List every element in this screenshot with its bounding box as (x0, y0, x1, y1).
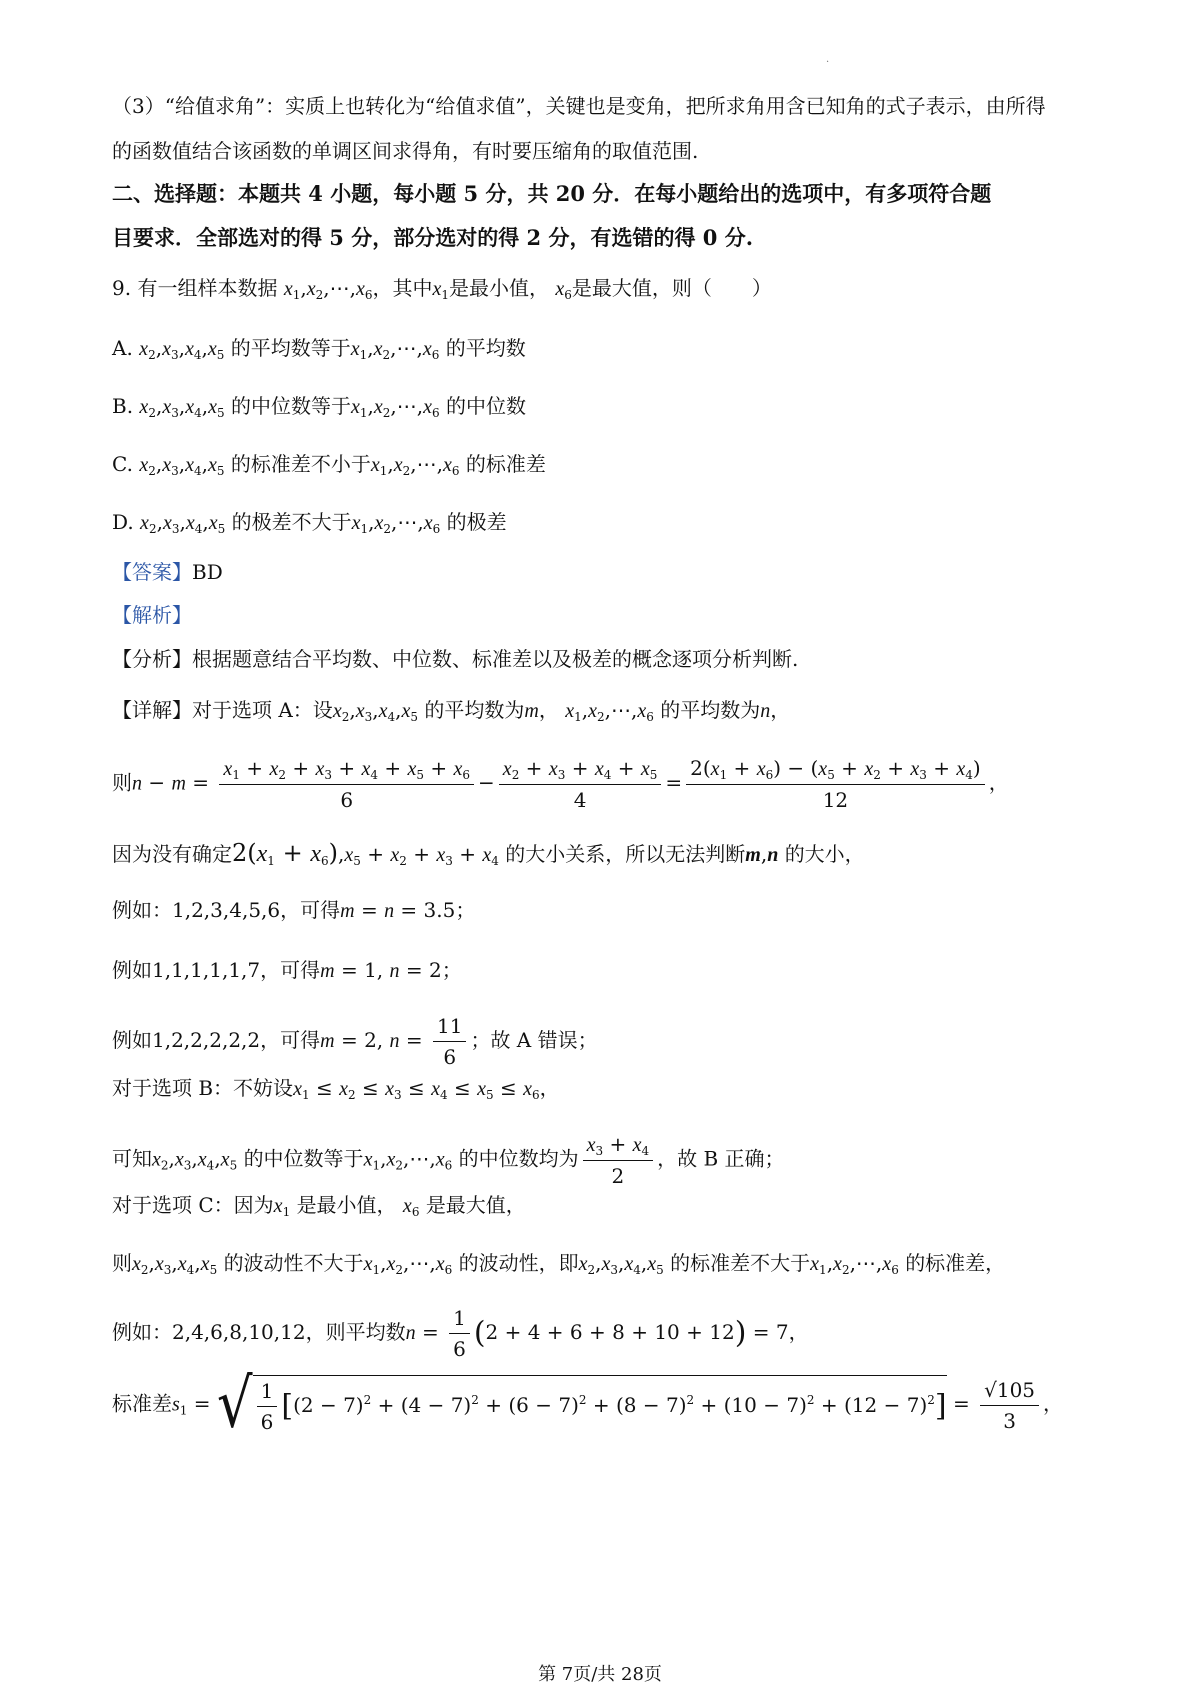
std-end: ， (1043, 1391, 1064, 1416)
fraction-one-sixth: $\frac{1}{6}$ (449, 1305, 470, 1362)
fraction-eleven-sixths: $\frac{11}{6}$ (433, 1013, 466, 1070)
optc-t3: 是最大值， (425, 1193, 526, 1217)
ex2-mid: ，可得 (260, 958, 321, 982)
fraction-one-sixth-std: $\frac{1}{6}$ (257, 1378, 278, 1435)
equation-n-minus-m: 则n − m = $\frac{x_1 + x_2 + x_3 + x_4 + x_5 + x_6}{6}$ − $\frac{x_2 + x_3 + x_4 + x_5}{4}$ = $\frac{2(x_1 + x_6) - (x_5 + x_2 + x_3 + x_4)}{12}$ ， (112, 756, 1009, 812)
section-heading-2: 目要求．全部选对的得 5 分，部分选对的得 2 分，有选错的得 0 分. (112, 225, 754, 250)
ex2-prefix: 例如 (112, 958, 152, 982)
option-a-mid: 的平均数等于 (230, 336, 351, 360)
question-9: 9. 有一组样本数据 $x_1,x_2,\cdots,x_6$，其中$x_1$是最小值， $x_6$是最大值，则（ ） (112, 276, 772, 302)
fenxi-tag: 【分析】 (112, 647, 192, 671)
section-heading-1: 二、选择题：本题共 4 小题，每小题 5 分，共 20 分．在每小题给出的选项中，有多项符合题 (112, 181, 992, 206)
option-a-label: A. (112, 336, 133, 360)
fraction-difference: $\frac{2(x_1 + x_6) - (x_5 + x_2 + x_3 + x_4)}{12}$ (686, 755, 985, 813)
text-line-2: 的函数值结合该函数的单调区间求得角，有时要压缩角的取值范围. (112, 139, 699, 163)
question-prefix: 9. 有一组样本数据 (112, 276, 278, 300)
option-b-conclusion: 可知$x_2,x_3,x_4,x_5$ 的中位数等于$x_1,x_2,\cdots,x_6$ 的中位数均为 $\frac{x_3 + x_4}{2}$ ，故 B 正确； (112, 1132, 785, 1188)
ex4-end: ， (788, 1320, 809, 1344)
optc2-t1: 则 (112, 1251, 132, 1275)
option-c-conclusion: 则$x_2,x_3,x_4,x_5$ 的波动性不大于$x_1,x_2,\cdots,x_6$ 的波动性，即$x_2,x_3,x_4,x_5$ 的标准差不大于$x_1,x_2,\cdots,x_6$ 的标准差， (112, 1251, 1006, 1277)
question-mid3: 是最大值，则（ ） (571, 276, 772, 300)
jiexi-tag: 【解析】 (112, 603, 192, 627)
ex1-prefix: 例如： (112, 898, 172, 922)
answer-value: BD (192, 560, 223, 584)
xiangjie-t1: 对于选项 A：设 (192, 698, 333, 722)
ex4-mid: ，则平均数 (305, 1320, 406, 1344)
ex3-mid: ，可得 (260, 1028, 321, 1052)
question-mid1: ，其中 (372, 276, 433, 300)
optb2-t3: 的中位数均为 (458, 1146, 579, 1171)
fraction-median: $\frac{x_3 + x_4}{2}$ (583, 1131, 654, 1189)
option-c-analysis: 对于选项 C：因为$x_1$ 是最小值， $x_6$ 是最大值， (112, 1193, 526, 1219)
ex3-prefix: 例如 (112, 1028, 152, 1052)
fenxi-line (112, 644, 798, 674)
ex3-end: ；故 A 错误； (470, 1028, 598, 1052)
ex1-end: ； (455, 898, 476, 922)
xiangjie-line: 【详解】对于选项 A：设$x_2,x_3,x_4,x_5$ 的平均数为m， $x_1,x_2,\cdots,x_6$ 的平均数为n， (112, 698, 791, 724)
jiexi-line (112, 600, 192, 630)
option-b-label: B. (112, 394, 134, 418)
option-b-mid: 的中位数等于 (230, 394, 351, 418)
std-prefix: 标准差 (112, 1391, 172, 1416)
optb-t1: 对于选项 B：不妨设 (112, 1076, 294, 1100)
option-b-end: 的中位数 (446, 394, 527, 418)
sqrt-expression: √ $\frac{1}{6}$ $[(2 - 7)^2 + (4 - 7)^2 + (6 - 7)^2 + (8 - 7)^2 + (10 - 7)^2 + (12 - 7)^2]$ (216, 1365, 947, 1444)
text-line-1: （3）“给值求角”：实质上也转化为“给值求值”，关键也是变角，把所求角用含已知角的式子表示，由所得 (112, 94, 1046, 118)
optc2-t2: 的波动性不大于 (223, 1251, 364, 1275)
optc2-t5: 的标准差， (905, 1251, 1006, 1275)
option-a-end: 的平均数 (445, 336, 526, 360)
header-mark: . (826, 54, 830, 65)
option-d-end: 的极差 (446, 510, 507, 534)
fenxi-text: 根据题意结合平均数、中位数、标准差以及极差的概念逐项分析判断. (192, 647, 799, 671)
ex2-data: 1,1,1,1,1,7 (152, 958, 261, 982)
option-d-label: D. (112, 510, 134, 534)
fraction-mean-six: $\frac{x_1 + x_2 + x_3 + x_4 + x_5 + x_6}{6}$ (219, 755, 474, 813)
xiangjie-t3: ， (538, 698, 559, 722)
xiangjie-t2: 的平均数为 (424, 698, 525, 722)
option-c-label: C. (112, 452, 133, 476)
eq1-prefix: 则 (112, 770, 132, 795)
example-1: 例如：1,2,3,4,5,6，可得m = n = 3.5； (112, 898, 476, 922)
optb2-t1: 可知 (112, 1146, 152, 1171)
xiangjie-t5: ， (770, 698, 791, 722)
std-deviation-line: 标准差$s_1$ = √ $\frac{1}{6}$ $[(2 - 7)^2 + (4 - 7)^2 + (6 - 7)^2 + (8 - 7)^2 + (10 - 7)^2 + (12 - 7)^2]$ = $\frac{√105}{3}$ ， (112, 1365, 1064, 1444)
option-a: A. $x_2,x_3,x_4,x_5$ 的平均数等于$x_1,x_2,\cdots,x_6$ 的平均数 (112, 336, 526, 362)
option-b-analysis: 对于选项 B：不妨设$x_1 \le x_2 \le x_3 \le x_4 \le x_5 \le x_6$， (112, 1076, 560, 1102)
answer-tag: 【答案】 (112, 560, 192, 584)
answer-line (112, 557, 223, 587)
option-c-end: 的标准差 (465, 452, 546, 476)
example-2: 例如1,1,1,1,1,7，可得m = 1, n = 2； (112, 958, 462, 982)
ex3-data: 1,2,2,2,2,2 (152, 1028, 261, 1052)
fraction-mean-four: $\frac{x_2 + x_3 + x_4 + x_5}{4}$ (499, 755, 662, 813)
optb-t2: ， (539, 1076, 560, 1100)
option-d-mid: 的极差不大于 (231, 510, 352, 534)
ex1-mid: ，可得 (280, 898, 341, 922)
reason-t3: 的大小， (784, 842, 865, 866)
ex4-prefix: 例如： (112, 1320, 172, 1344)
reason-line: 因为没有确定$2(x_1 + x_6),x_5 + x_2 + x_3 + x_4$ 的大小关系，所以无法判断m,n 的大小， (112, 839, 865, 868)
option-c-mid: 的标准差不小于 (230, 452, 371, 476)
page-footer: 第 7页/共 28页 (538, 1664, 662, 1685)
example-3: 例如1,2,2,2,2,2，可得m = 2, n = $\frac{11}{6}$ ；故 A 错误； (112, 1014, 598, 1069)
optc-t2: 是最小值， (296, 1193, 397, 1217)
option-d: D. $x_2,x_3,x_4,x_5$ 的极差不大于$x_1,x_2,\cdots,x_6$ 的极差 (112, 510, 507, 536)
option-b: B. $x_2,x_3,x_4,x_5$ 的中位数等于$x_1,x_2,\cdots,x_6$ 的中位数 (112, 394, 527, 420)
optc2-t3: 的波动性，即 (458, 1251, 579, 1275)
optb2-t2: 的中位数等于 (243, 1146, 364, 1171)
xiangjie-tag: 【详解】 (112, 698, 192, 722)
question-mid2: 是最小值， (449, 276, 550, 300)
optc-t1: 对于选项 C：因为 (112, 1193, 274, 1217)
ex1-data: 1,2,3,4,5,6 (172, 898, 281, 922)
option-c: C. $x_2,x_3,x_4,x_5$ 的标准差不小于$x_1,x_2,\cdots,x_6$ 的标准差 (112, 452, 546, 478)
reason-t2: 的大小关系，所以无法判断 (505, 842, 746, 866)
xiangjie-t4: 的平均数为 (660, 698, 761, 722)
optc2-t4: 的标准差不大于 (670, 1251, 811, 1275)
reason-t1: 因为没有确定 (112, 842, 232, 866)
optb2-t4: ，故 B 正确； (657, 1146, 785, 1171)
ex2-end: ； (441, 958, 462, 982)
fraction-sqrt105-over-3: $\frac{√105}{3}$ (980, 1377, 1039, 1434)
example-4: 例如：2,4,6,8,10,12，则平均数n = $\frac{1}{6}$ (2 + 4 + 6 + 8 + 10 + 12) = 7， (112, 1306, 809, 1361)
ex4-data: 2,4,6,8,10,12 (172, 1320, 306, 1344)
